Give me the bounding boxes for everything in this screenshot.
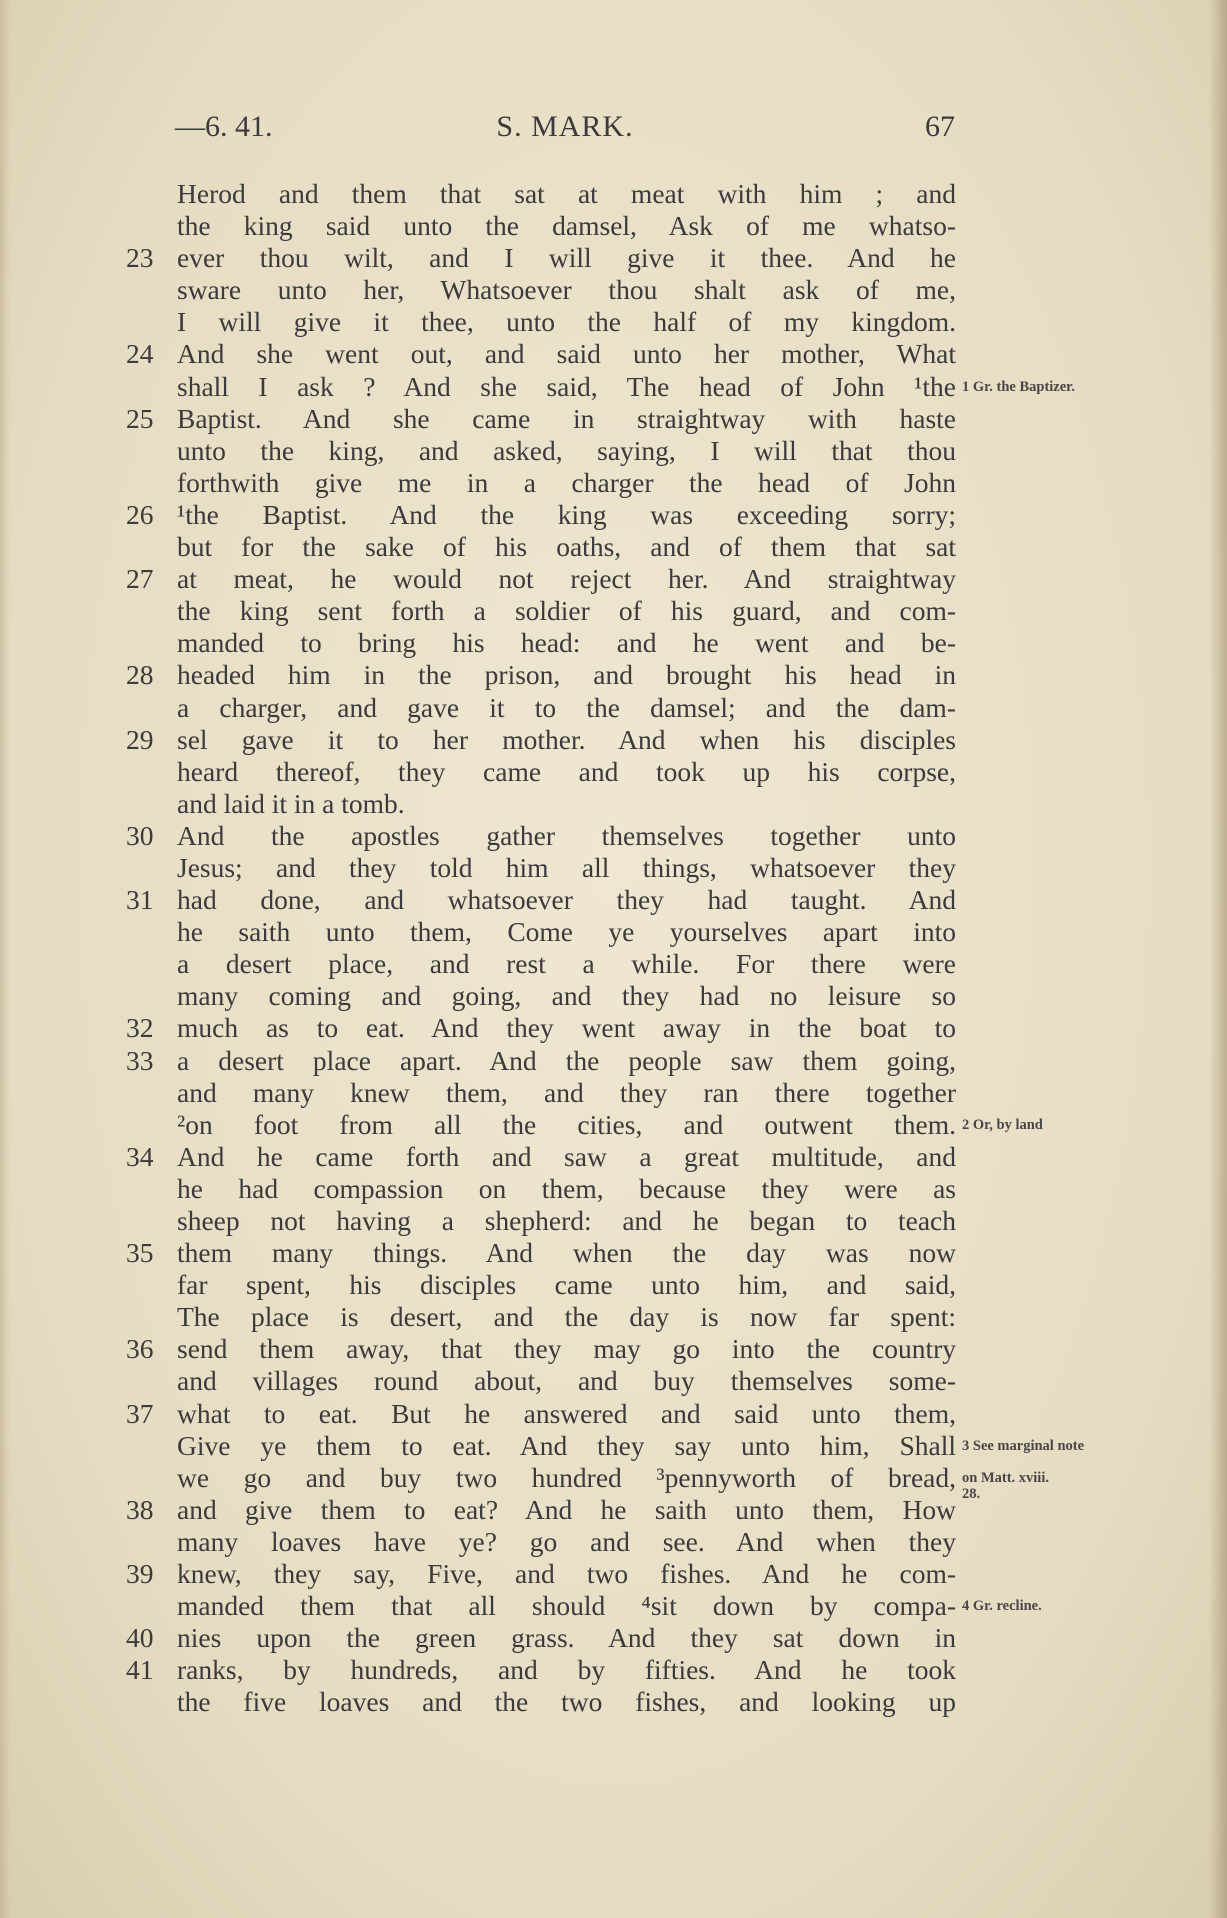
line-text: Give ye them to eat. And they say unto him, Shall [177,1429,956,1461]
text-line [126,1237,956,1269]
scripture-text-block [126,178,956,1719]
text-line [126,1077,956,1109]
text-line [126,1045,956,1077]
text-line [126,1590,956,1622]
text-line [126,916,956,948]
text-line [126,1365,956,1397]
text-line [126,1141,956,1173]
verse-number: 33 [126,1044,154,1076]
text-line [126,435,956,467]
chapter-verse-range: —6. 41. [175,110,273,143]
text-line [126,1686,956,1718]
line-text: and villages round about, and buy themselves some- [177,1365,956,1397]
line-text: heard thereof, they came and took up his corpse, [177,755,956,787]
verse-number: 38 [126,1493,154,1525]
text-line [126,884,956,916]
text-line [126,1430,956,1462]
verse-number: 37 [126,1397,154,1429]
line-text: and many knew them, and they ran there together [177,1076,956,1108]
text-line [126,1301,956,1333]
text-line [126,1558,956,1590]
verse-number: 40 [126,1622,154,1654]
verse-number: 41 [126,1654,154,1686]
page-spine-shadow [1209,0,1227,1918]
verse-number: 39 [126,1558,154,1590]
book-title: S. MARK. [496,110,634,143]
text-line [126,1269,956,1301]
line-text: And she went out, and said unto her mother, What [177,338,956,370]
running-head [175,110,955,150]
text-line [126,1654,956,1686]
line-text: ²on foot from all the cities, and outwent them. [177,1108,956,1140]
text-line [126,1494,956,1526]
text-line [126,467,956,499]
line-text: them many things. And when the day was now [177,1237,956,1269]
line-text: he saith unto them, Come ye yourselves apart into [177,916,956,948]
text-line [126,338,956,370]
margin-note: 4 Gr. recline. [962,1598,1042,1615]
text-line [126,1526,956,1558]
line-text: the five loaves and the two fishes, and looking up [177,1686,956,1718]
text-line [126,210,956,242]
text-line [126,1205,956,1237]
line-text: manded to bring his head: and he went and be- [177,627,956,659]
line-text: ¹the Baptist. And the king was exceeding sorry; [177,498,956,530]
line-text: The place is desert, and the day is now far spent: [177,1301,956,1333]
text-line [126,852,956,884]
line-text: And the apostles gather themselves together unto [177,819,956,851]
text-line [126,788,956,820]
text-line [126,820,956,852]
line-text: he had compassion on them, because they were as [177,1172,956,1204]
text-line [126,178,956,210]
margin-note: 28. [962,1486,981,1503]
text-line [126,659,956,691]
page-left-edge [0,0,10,1918]
text-line [126,1622,956,1654]
line-text: the king sent forth a soldier of his guard, and com- [177,595,956,627]
line-text: and laid it in a tomb. [177,787,405,819]
text-line [126,1462,956,1494]
line-text: and give them to eat? And he saith unto them, How [177,1493,956,1525]
verse-number: 34 [126,1140,154,1172]
line-text: sel gave it to her mother. And when his disciples [177,723,956,755]
verse-number: 32 [126,1012,154,1044]
line-text: far spent, his disciples came unto him, and said, [177,1269,956,1301]
verse-number: 23 [126,242,154,274]
text-line [126,499,956,531]
verse-number: 28 [126,659,154,691]
verse-number: 25 [126,402,154,434]
text-line [126,242,956,274]
text-line [126,403,956,435]
text-line [126,980,956,1012]
verse-number: 26 [126,498,154,530]
text-line [126,1012,956,1044]
verse-number: 31 [126,884,154,916]
verse-number: 27 [126,563,154,595]
margin-note: on Matt. xviii. [962,1470,1049,1486]
line-text: manded them that all should ⁴sit down by compa- [177,1590,956,1622]
line-text: knew, they say, Five, and two fishes. And he com- [177,1558,956,1590]
line-text: Jesus; and they told him all things, whatsoever they [177,851,956,883]
line-text: but for the sake of his oaths, and of them that sat [177,531,956,563]
text-line [126,948,956,980]
line-text: ever thou wilt, and I will give it thee. And he [177,242,956,274]
text-line [126,756,956,788]
line-text: nies upon the green grass. And they sat down in [177,1622,956,1654]
text-line [126,306,956,338]
line-text: sware unto her, Whatsoever thou shalt ask of me, [177,274,956,306]
verse-number: 36 [126,1333,154,1365]
line-text: headed him in the prison, and brought his head in [177,659,956,691]
line-text: what to eat. But he answered and said unto them, [177,1397,956,1429]
line-text: had done, and whatsoever they had taught. And [177,884,956,916]
line-text: shall I ask ? And she said, The head of John ¹the [177,370,956,402]
margin-note: 2 Or, by land [962,1116,1043,1133]
verse-number: 35 [126,1237,154,1269]
line-text: Baptist. And she came in straightway with haste [177,402,956,434]
line-text: I will give it thee, unto the half of my kingdom. [177,306,956,338]
line-text: much as to eat. And they went away in the boat to [177,1012,956,1044]
line-text: a desert place, and rest a while. For there were [177,948,956,980]
verse-number: 29 [126,723,154,755]
line-text: many loaves have ye? go and see. And when they [177,1525,956,1557]
line-text: a charger, and gave it to the damsel; and the dam- [177,691,956,723]
verse-number: 30 [126,819,154,851]
text-line [126,692,956,724]
line-text: we go and buy two hundred ³pennyworth of bread, [177,1461,956,1493]
margin-note: 1 Gr. the Baptizer. [962,378,1075,395]
verse-number: 24 [126,338,154,370]
page-number: 67 [925,110,955,143]
margin-note: 3 See marginal note [962,1437,1085,1454]
line-text: And he came forth and saw a great multitude, and [177,1140,956,1172]
line-text: forthwith give me in a charger the head of John [177,466,956,498]
line-text: at meat, he would not reject her. And straightway [177,563,956,595]
text-line [126,1333,956,1365]
line-text: send them away, that they may go into the country [177,1333,956,1365]
line-text: the king said unto the damsel, Ask of me whatso- [177,210,956,242]
line-text: unto the king, and asked, saying, I will that thou [177,434,956,466]
text-line [126,563,956,595]
text-line [126,371,956,403]
text-line [126,531,956,563]
line-text: a desert place apart. And the people saw them going, [177,1044,956,1076]
text-line [126,1173,956,1205]
text-line [126,1109,956,1141]
text-line [126,627,956,659]
text-line [126,274,956,306]
line-text: ranks, by hundreds, and by fifties. And he took [177,1654,956,1686]
line-text: Herod and them that sat at meat with him ; and [177,178,956,209]
text-line [126,724,956,756]
line-text: sheep not having a shepherd: and he began to teach [177,1205,956,1236]
line-text: many coming and going, and they had no leisure so [177,980,956,1012]
text-line [126,1398,956,1430]
text-line [126,595,956,627]
